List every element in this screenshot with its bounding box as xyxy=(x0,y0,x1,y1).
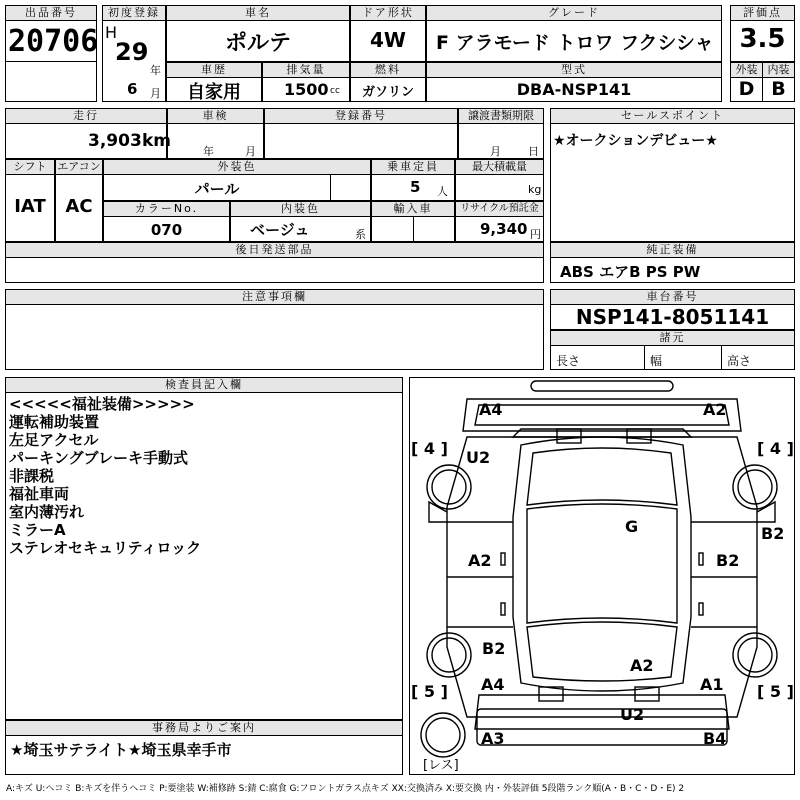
front-bumper xyxy=(531,381,673,391)
inspector-note-line: ミラーA xyxy=(9,521,66,539)
sales-point-label: セールスポイント xyxy=(550,108,795,124)
reg-label: 初度登録 xyxy=(102,5,166,21)
load-label: 最大積載量 xyxy=(455,159,544,175)
chassis-label: 車台番号 xyxy=(550,289,795,305)
spec-hei-label: 高さ xyxy=(727,354,752,368)
recycle-value: 9,340 xyxy=(480,220,528,238)
inspector-label: 検査員記入欄 xyxy=(5,377,403,393)
inspector-note-line: 運転補助装置 xyxy=(9,413,100,431)
reg-year-unit: 年 xyxy=(150,64,161,77)
reg-month: 6 xyxy=(127,80,138,98)
ext-label: 外装 xyxy=(730,62,763,78)
grade-value: F アラモード トロワ フクシシャ xyxy=(436,32,714,54)
roof-top xyxy=(527,504,677,623)
capacity-unit: 人 xyxy=(437,185,448,198)
plate-label: 登録番号 xyxy=(264,108,458,124)
door-label: ドア形状 xyxy=(350,5,426,21)
colorno-label: カラーNo. xyxy=(103,201,230,217)
inspector-note-line: 室内薄汚れ xyxy=(9,503,85,521)
fuel-label: 燃料 xyxy=(350,62,426,78)
transfer-label: 譲渡書類期限 xyxy=(458,108,544,124)
load-unit: kg xyxy=(528,183,542,196)
interior-label: 内装色 xyxy=(230,201,371,217)
hood-inner xyxy=(475,405,729,425)
recycle-label: リサイクル預託金 xyxy=(455,201,544,217)
damage-legend: A:キズ U:ヘコミ B:キズを伴うヘコミ P:要塗装 W:補修跡 S:錆 C:腐食 G:フロントガラス点キズ XX:交換済み X:要交換 内・外装評価 5段階ランク順(A・B・C・D・E) 2 xyxy=(6,784,685,794)
spare-tire xyxy=(421,713,465,757)
windshield xyxy=(513,429,691,437)
tire-tread-rear-left: [ 5 ] xyxy=(411,682,448,701)
door-value: 4W xyxy=(370,28,406,52)
car-name: ポルテ xyxy=(224,31,291,56)
right-handle-front xyxy=(699,553,703,565)
model-label: 型式 xyxy=(426,62,722,78)
cabin-rear xyxy=(527,622,677,681)
reg-year: 29 xyxy=(115,38,149,66)
mark-b2-mid: B2 xyxy=(716,551,740,570)
interior-value: ベージュ xyxy=(250,221,310,239)
shift-value: IAT xyxy=(14,196,46,217)
displacement-label: 排気量 xyxy=(262,62,350,78)
mirror-left xyxy=(429,502,447,522)
hood-outline xyxy=(463,399,741,431)
import-label: 輸入車 xyxy=(371,201,455,217)
inspector-note-line: 非課税 xyxy=(9,467,55,485)
spec-len-label: 長さ xyxy=(556,354,581,368)
score-value: 3.5 xyxy=(739,24,786,54)
int-label: 内装 xyxy=(762,62,795,78)
mark-g: G xyxy=(625,517,639,536)
chassis-value: NSP141-8051141 xyxy=(575,305,770,329)
ext-value: D xyxy=(738,78,755,100)
car-label: 車名 xyxy=(166,5,350,21)
notes-cell xyxy=(5,304,544,370)
mark-a4-bottom: A4 xyxy=(481,675,505,694)
inspection-month-unit: 月 xyxy=(245,145,256,158)
roof-outline xyxy=(513,437,691,691)
tire-tread-front-right: [ 4 ] xyxy=(757,439,794,458)
transfer-month-unit: 月 xyxy=(490,145,501,158)
color-value: パール xyxy=(194,180,240,198)
tire-tread-front-left: [ 4 ] xyxy=(411,439,448,458)
displacement-value: 1500 xyxy=(284,80,329,99)
displacement-unit: cc xyxy=(330,86,340,96)
shift-label: シフト xyxy=(5,159,55,175)
later-parts-cell xyxy=(5,257,544,283)
mileage-value: 3,903 xyxy=(88,131,142,151)
capacity-label: 乗車定員 xyxy=(371,159,455,175)
score-label: 評価点 xyxy=(730,5,795,21)
history-label: 車歴 xyxy=(166,62,262,78)
right-handle-rear xyxy=(699,603,703,615)
left-handle-front xyxy=(501,553,505,565)
cabin-front xyxy=(527,448,677,505)
lot-number: 20706 xyxy=(8,24,99,59)
tire-tread-rear-right: [ 5 ] xyxy=(757,682,794,701)
ac-label: エアコン xyxy=(55,159,103,175)
left-handle-rear xyxy=(501,603,505,615)
lot-blank xyxy=(5,61,97,102)
inspection-label: 車検 xyxy=(167,108,264,124)
mark-b4: B4 xyxy=(703,729,727,748)
reg-month-unit: 月 xyxy=(150,87,161,100)
inspection-year-unit: 年 xyxy=(203,145,214,158)
mark-a2-bottom: A2 xyxy=(630,656,654,675)
spec-wid-label: 幅 xyxy=(650,354,663,368)
car-diagram xyxy=(409,377,795,775)
import-cell-2 xyxy=(413,216,455,242)
inspector-note-line: パーキングブレーキ手動式 xyxy=(9,449,188,467)
inspector-note-line: 左足アクセル xyxy=(9,431,99,449)
inspector-note-line: 福祉車両 xyxy=(9,485,70,503)
left-doors xyxy=(447,522,513,627)
sales-point-text: ★オークションデビュー★ xyxy=(553,133,718,149)
equip-value: ABS エアB PS PW xyxy=(560,263,701,281)
inspector-notes xyxy=(9,395,201,557)
notes-label: 注意事項欄 xyxy=(5,289,544,305)
interior-unit: 系 xyxy=(355,228,366,241)
mark-b2-right: B2 xyxy=(761,524,785,543)
fuel-value: ガソリン xyxy=(361,85,414,100)
transfer-day-unit: 日 xyxy=(528,145,539,158)
lot-label: 出品番号 xyxy=(5,5,97,21)
office-label: 事務局よりご案内 xyxy=(5,720,403,736)
mileage-unit: km xyxy=(142,131,172,151)
grade-label: グレード xyxy=(426,5,722,21)
rear-bumper xyxy=(477,709,727,745)
plate-cell xyxy=(264,123,458,159)
equip-label: 純正装備 xyxy=(550,242,795,258)
int-value: B xyxy=(771,78,786,100)
history-value: 自家用 xyxy=(187,82,241,103)
ac-value: AC xyxy=(65,196,93,217)
inspector-note-line: ステレオセキュリティロック xyxy=(9,539,202,557)
reg-era: H xyxy=(105,23,118,42)
recycle-unit: 円 xyxy=(530,228,541,241)
office-text: ★埼玉サテライト★埼玉県幸手市 xyxy=(10,741,232,759)
mark-a4-top: A4 xyxy=(479,400,503,419)
inspector-note-line: <<<<<福祉装備>>>>> xyxy=(9,395,195,413)
colorno-value: 070 xyxy=(150,221,183,239)
mark-u2-bottom: U2 xyxy=(620,705,645,724)
rear-outline xyxy=(475,695,729,729)
color-cell-extra xyxy=(330,174,371,201)
spec-label: 諸元 xyxy=(550,330,795,346)
color-label: 外装色 xyxy=(103,159,371,175)
right-doors xyxy=(691,522,757,627)
mark-a3: A3 xyxy=(481,729,505,748)
model-value: DBA-NSP141 xyxy=(516,80,632,99)
capacity-value: 5 xyxy=(410,178,421,196)
spare-tire-inner xyxy=(426,718,460,752)
mark-b2-left: B2 xyxy=(482,639,506,658)
mirror-right xyxy=(757,502,775,522)
mark-a2-top: A2 xyxy=(703,400,727,419)
mark-a2-left: A2 xyxy=(468,551,492,570)
mark-a1: A1 xyxy=(700,675,724,694)
later-parts-label: 後日発送部品 xyxy=(5,242,544,258)
import-cell xyxy=(371,216,414,242)
spare-tire-label: [レス] xyxy=(423,758,459,773)
mileage-label: 走行 xyxy=(5,108,167,124)
mark-u2-top: U2 xyxy=(466,448,491,467)
